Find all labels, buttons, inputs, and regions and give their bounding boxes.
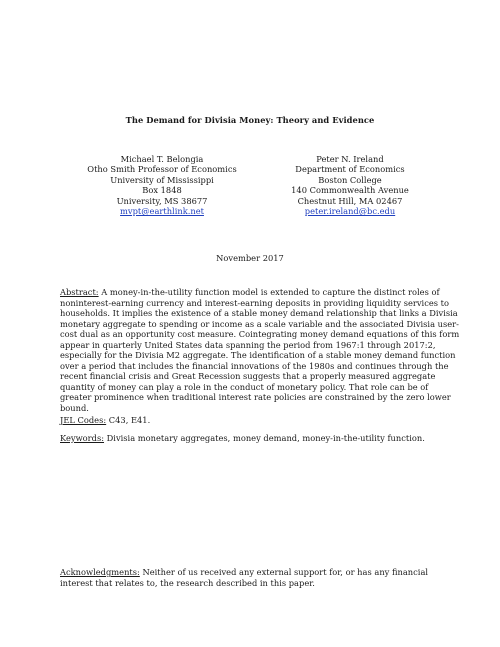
abstract-line: quantity of money can play a role in the conduct of monetary policy. That role can be of [60,381,429,392]
abstract-line: bound. [60,402,89,413]
abstract-line: greater prominence when traditional interest rate policies are constrained by the zero lower [60,392,451,402]
author-block-belongia [72,154,252,216]
jel-codes-text: C43, E41. [106,415,151,425]
abstract-line: noninterest-earning currency and interest-earning deposits in providing liquidity services to [60,297,449,308]
author-name: Peter N. Ireland [316,154,384,164]
author-institution: Boston College [318,174,382,185]
abstract-line: monetary aggregate to spending or income as a scale variable and the associated Divisia user- [60,318,459,329]
abstract-line: over a period that includes the financial innovations of the 1980s and continues through the [60,360,449,371]
paper-title: The Demand for Divisia Money: Theory and Evidence [125,115,375,125]
author-block-ireland [270,154,430,216]
acknowledgments-section [60,567,444,588]
abstract-line: households. It implies the existence of a stable money demand relationship that links a Divisia [60,308,458,318]
abstract-section [60,287,460,413]
author-address-line2: University, MS 38677 [116,195,208,206]
keywords-section [60,433,444,444]
author-position: Department of Economics [295,164,405,175]
abstract-label: Abstract: [60,287,99,297]
jel-codes-section [60,415,444,426]
abstract-line: appear in quarterly United States data spanning the period from 1967:1 through 2017:2, [60,339,436,350]
author-address-line1: Box 1848 [142,185,182,196]
abstract-line: recent financial crisis and Great Recession suggests that a properly measured aggregate [60,371,436,381]
abstract-line: A money-in-the-utility function model is extended to capture the distinct roles of [98,287,440,297]
jel-codes-label: JEL Codes: [60,415,107,425]
author-address-line2: Chestnut Hill, MA 02467 [297,195,403,206]
publication-date: November 2017 [216,253,284,263]
acknowledgments-line: interest that relates to, the research described in this paper. [60,577,315,588]
author-name: Michael T. Belongia [120,154,204,164]
abstract-line: cost dual as an opportunity cost measure. Cointegrating money demand equations of this form [60,329,460,339]
author-email-link[interactable]: mvpt@earthlink.net [120,206,204,217]
keywords-label: Keywords: [60,433,105,443]
author-position: Otho Smith Professor of Economics [87,164,237,175]
author-address-line1: 140 Commonwealth Avenue [291,185,409,196]
keywords-text: Divisia monetary aggregates, money demand, money-in-the-utility function. [104,433,425,443]
acknowledgments-label: Acknowledgments: [60,567,140,577]
acknowledgments-line: Neither of us received any external support for, or has any financial [139,567,429,577]
author-institution: University of Mississippi [110,174,214,185]
author-email-link[interactable]: peter.ireland@bc.edu [304,206,396,217]
abstract-line: especially for the Divisia M2 aggregate. The identification of a stable money demand function [60,350,456,360]
